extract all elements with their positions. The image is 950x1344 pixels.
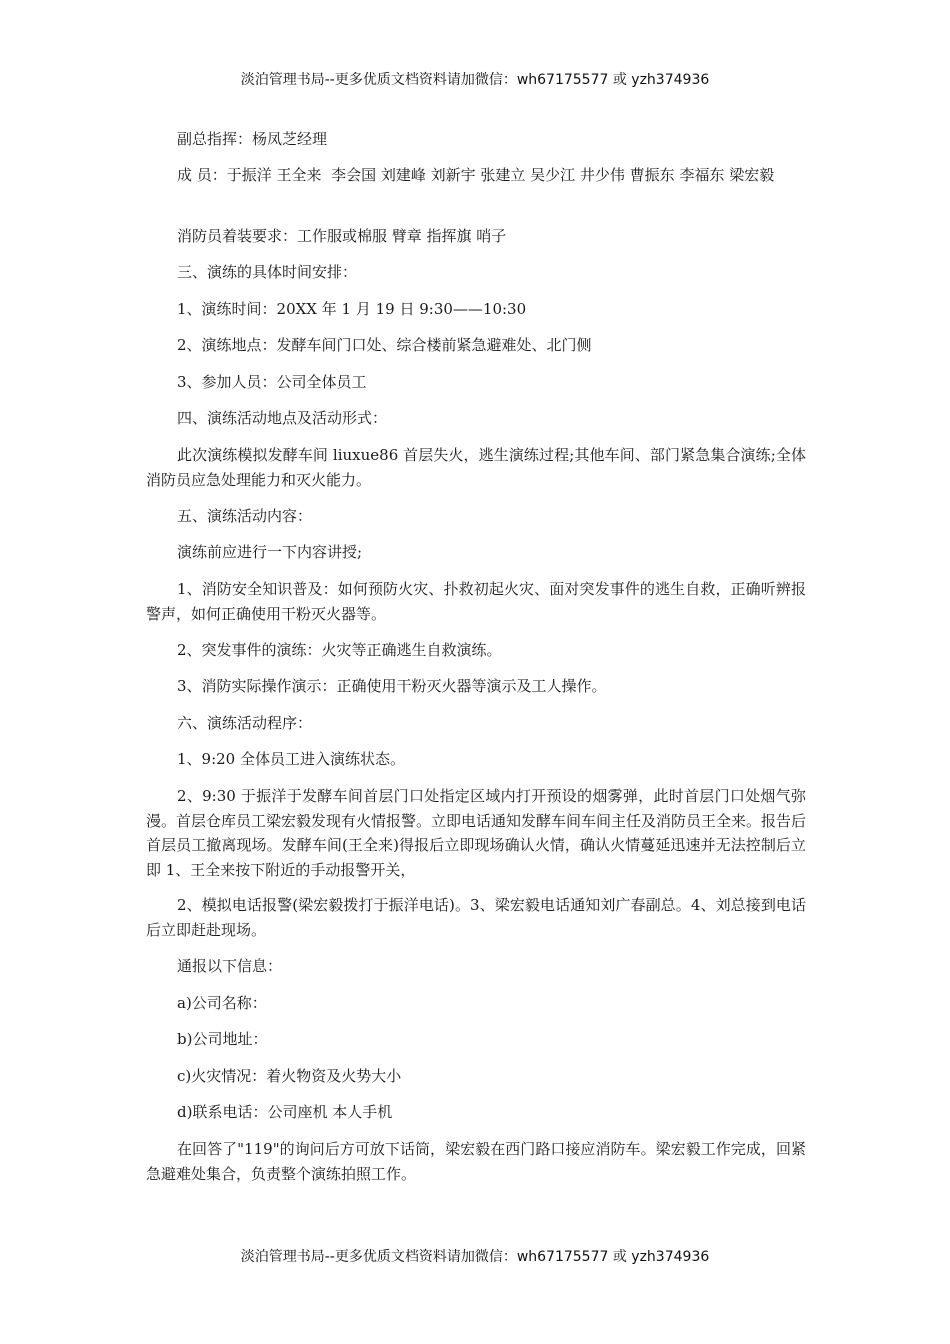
drill-form-desc: 此次演练模拟发酵车间 liuxue86 首层失火，逃生演练过程;其他车间、部门紧急集合演练;全体消防员应急处理能力和灭火能力。: [146, 446, 806, 489]
closing-paragraph: 在回答了"119"的询问后方可放下话筒，梁宏毅在西门路口接应消防车。梁宏毅工作完成，回紧急避难处集合，负责整个演练拍照工作。: [146, 1140, 806, 1183]
page-footer: 淡泊管理书局--更多优质文档资料请加微信：wh67175577 或 yzh374936: [240, 1249, 710, 1265]
procedure-item-3: 2、模拟电话报警(梁宏毅拨打于振洋电话)。3、梁宏毅电话通知刘广春副总。4、刘总接到电话后立即赶赴现场。: [146, 896, 806, 939]
notify-heading: 通报以下信息：: [177, 957, 283, 975]
drill-location: 2、演练地点：发酵车间门口处、综合楼前紧急避难处、北门侧: [177, 336, 592, 354]
procedure-item-1: 1、9:20 全体员工进入演练状态。: [177, 750, 405, 768]
pre-drill-note: 演练前应进行一下内容讲授;: [177, 543, 363, 561]
content-item-3: 3、消防实际操作演示：正确使用干粉灭火器等演示及工人操作。: [177, 677, 607, 695]
participants: 3、参加人员：公司全体员工: [177, 373, 367, 391]
firefighter-dress: 消防员着装要求：工作服或棉服 臂章 指挥旗 哨子: [177, 227, 507, 245]
section-5-heading: 五、演练活动内容：: [177, 507, 313, 525]
info-contact-phone: d)联系电话：公司座机 本人手机: [177, 1103, 393, 1121]
members: 成 员：于振洋 王全来 李会国 刘建峰 刘新宇 张建立 吴少江 井少伟 曹振东 李福东 梁宏毅: [177, 166, 775, 184]
section-6-heading: 六、演练活动程序：: [177, 714, 313, 732]
info-company-address: b)公司地址：: [177, 1030, 268, 1048]
info-company-name: a)公司名称：: [177, 994, 267, 1012]
section-4-heading: 四、演练活动地点及活动形式：: [177, 409, 388, 427]
info-fire-situation: c)火灾情况：着火物资及火势大小: [177, 1067, 402, 1085]
procedure-item-2: 2、9:30 于振洋于发酵车间首层门口处指定区域内打开预设的烟雾弹，此时首层门口处烟气弥漫。首层仓库员工梁宏毅发现有火情报警。立即电话通知发酵车间车间主任及消防员王全来。报告后首层员工撤离现场。发酵车间(王全来)得报后立即现场确认火情，确认火情蔓延迅速并无法控制后立即 1、王全来按下附近的手动报警开关，: [146, 787, 807, 879]
drill-time: 1、演练时间：20XX 年 1 月 19 日 9:30——10:30: [177, 300, 527, 318]
section-3-heading: 三、演练的具体时间安排：: [177, 263, 358, 281]
page-header: 淡泊管理书局--更多优质文档资料请加微信：wh67175577 或 yzh374936: [240, 72, 710, 88]
deputy-commander: 副总指挥：杨凤芝经理: [177, 130, 328, 148]
content-item-2: 2、突发事件的演练：火灾等正确逃生自救演练。: [177, 641, 502, 659]
content-item-1: 1、消防安全知识普及：如何预防火灾、扑救初起火灾、面对突发事件的逃生自救，正确听辨报警声，如何正确使用干粉灭火器等。: [146, 580, 806, 623]
